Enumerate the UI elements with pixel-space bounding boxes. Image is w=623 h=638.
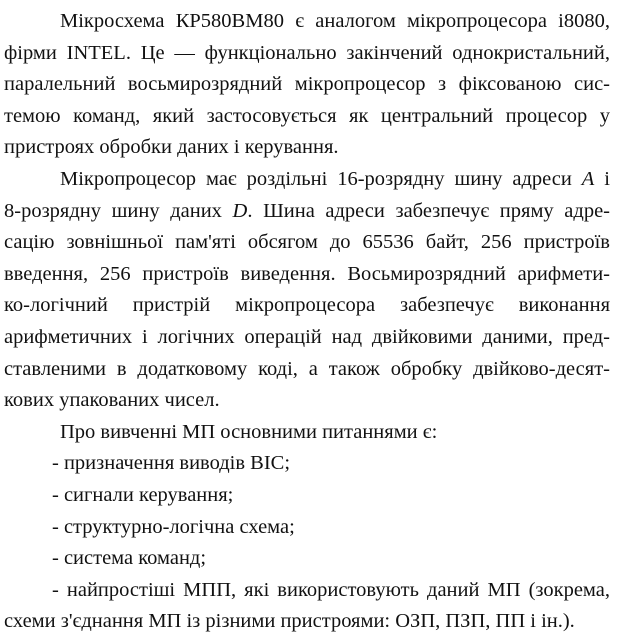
list-item-5-continuation: схеми з'єднання МП із різними пристроями: ОЗП, ПЗП, ПП і ін.). (4, 610, 575, 633)
paragraph-2-line-1-text-b: і (594, 167, 610, 190)
paragraph-1-line-5: пристроях обробки даних і керування. (4, 136, 339, 159)
paragraph-1-line-3: паралельний восьмирозрядний мікропроцесор з фіксованою сис- (4, 73, 610, 96)
data-bus-symbol: D (232, 199, 248, 222)
paragraph-2-line-2-text-a: 8-розрядну шину даних (4, 199, 233, 222)
paragraph-2-line-1-text-a: Мікропроцесор має роздільні 16-розрядну шину адреси (60, 167, 582, 190)
list-item-1: - призначення виводів ВІС; (52, 452, 291, 475)
paragraph-2-line-1 (4, 164, 610, 196)
address-bus-symbol: A (581, 167, 595, 190)
paragraph-1-line-1: Мікросхема КР580ВМ80 є аналогом мікропроцесора i8080, (60, 10, 610, 32)
list-item-2: - сигнали керування; (52, 483, 234, 506)
paragraph-3-intro: Про вивченні МП основними питаннями є: (60, 420, 438, 443)
paragraph-1-line-4: темою команд, який застосовується як центральний процесор у (4, 104, 610, 127)
paragraph-2-line-8: кових упакованих чисел. (4, 389, 220, 412)
paragraph-1-line-2: фірми INTEL. Це — функціонально закінчений однокристальний, (4, 41, 610, 64)
list-item-4: - система команд; (52, 547, 207, 570)
paragraph-2-line-2 (4, 196, 610, 228)
list-item-5: - найпростіші МПП, які використовують даний МП (зокрема, (52, 578, 610, 601)
paragraph-2-line-2-text-b: . Шина адреси забезпечує пряму адре- (247, 199, 610, 222)
document-body (4, 6, 610, 638)
paragraph-2-line-3: сацію зовнішньої пам'яті обсягом до 65536 байт, 256 пристроїв (4, 231, 610, 254)
paragraph-2-line-7: ставленими в додатковому коді, а також обробку двійково-десят- (4, 357, 610, 380)
paragraph-2-line-6: арифметичних і логічних операцій над двійковими даними, пред- (4, 325, 610, 348)
list-item-3: - структурно-логічна схема; (52, 515, 295, 538)
paragraph-2-line-5: ко-логічний пристрій мікропроцесора забезпечує виконання (4, 294, 610, 317)
paragraph-2-line-4: введення, 256 пристроїв виведення. Восьмирозрядний арифмети- (4, 262, 610, 285)
